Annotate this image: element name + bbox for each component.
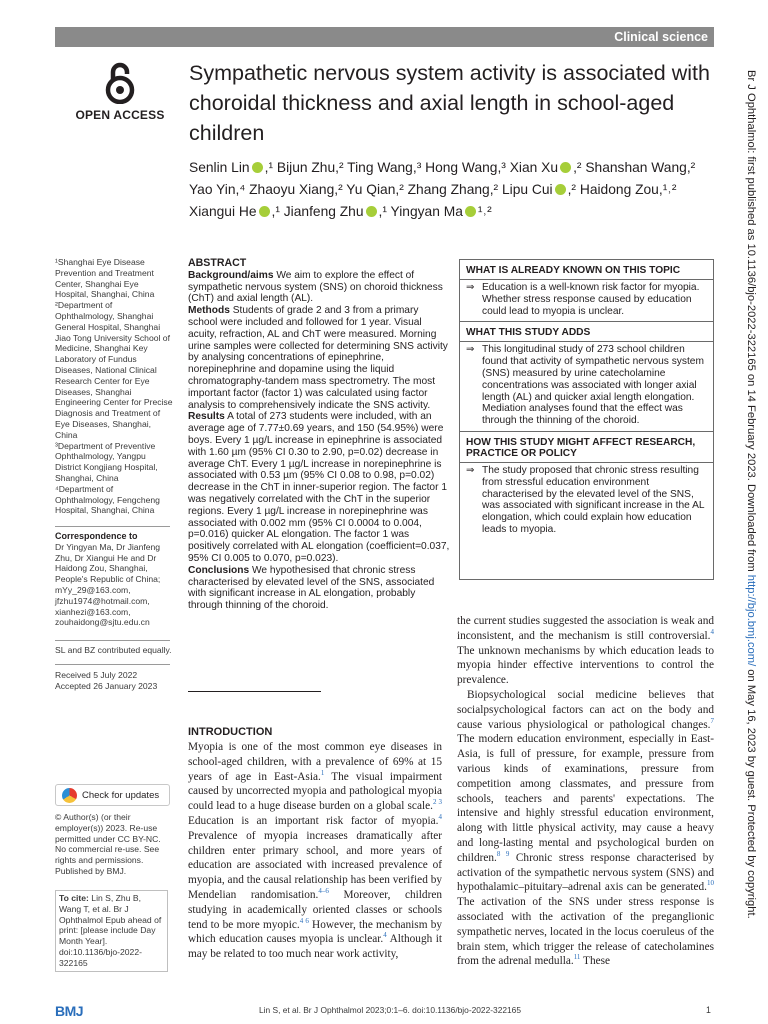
box-item-affect: [460, 463, 713, 540]
citation-ref[interactable]: 1: [320, 768, 325, 777]
author-text: ,² Haidong Zou,¹˒²: [567, 182, 677, 197]
body-text: The activation of the SNS under stress response is associated with the activation of the preganglionic sympathetic nerves, located in the locus coeruleus of the brain stem, which trigger the release of catecholamines from the adrenal medulla.: [457, 896, 714, 968]
body-text: Education is an important risk factor of myopia.: [188, 814, 439, 827]
citation-ref[interactable]: 7: [710, 716, 714, 725]
author-text: Yao Yin,⁴ Zhaoyu Xiang,² Yu Qian,² Zhang Zhang,² Lipu Cui: [189, 182, 553, 197]
divider: [55, 526, 170, 527]
citation-ref[interactable]: 11: [573, 953, 581, 962]
citation-ref[interactable]: 4–6: [318, 887, 329, 896]
download-notice-text: on May 16, 2023 by guest. Protected by copyright.: [745, 666, 757, 919]
body-text: Biopsychological social medicine believes that socialpsychological factors can act on the body and cause various physiological or pathological changes.: [457, 688, 714, 731]
open-access-label: OPEN ACCESS: [75, 108, 165, 122]
citation-ref[interactable]: 2 3: [432, 798, 443, 807]
box-heading-adds: WHAT THIS STUDY ADDS: [460, 322, 713, 341]
abstract-background-text: We aim to explore the effect of sympathetic nervous system (SNS) on choroid thickness (ChT) and axial length (AL).: [188, 269, 443, 305]
arrow-icon: ⇒: [466, 282, 475, 293]
orcid-icon[interactable]: [555, 184, 566, 195]
copyright-notice: © Author(s) (or their employer(s)) 2023. Re-use permitted under CC BY-NC. No commercial re-use. See rights and permissions. Published by BMJ.: [55, 812, 161, 876]
citation-ref[interactable]: 4: [383, 931, 387, 940]
body-text: However, the mechanism by which education causes myopia is unclear.: [188, 918, 443, 946]
abstract-background-label: Background/aims: [188, 269, 274, 281]
box-heading-affect: HOW THIS STUDY MIGHT AFFECT RESEARCH, PRACTICE OR POLICY: [460, 432, 713, 462]
citation-ref[interactable]: 10: [707, 879, 714, 888]
box-item-text: Education is a well-known risk factor for myopia. Whether stress response caused by education could lead to myopia is unclear.: [482, 282, 700, 317]
correspondence-heading: Correspondence to: [55, 531, 138, 541]
box-item-adds: [460, 342, 713, 431]
author-text: Senlin Lin: [189, 160, 250, 175]
arrow-icon: ⇒: [466, 344, 475, 356]
download-notice-text: Br J Ophthalmol: first published as 10.1136/bjo-2022-322165 on 14 February 2023. Downloaded from: [745, 70, 757, 575]
open-access-lock-icon: [105, 60, 135, 104]
body-text: Prevalence of myopia increases dramatically after children enter primary school, and more years of education are associated with increased prevalence of myopia, and the causal relationship has been verified by Mendelian randomisation.: [188, 829, 442, 901]
body-text: These: [580, 955, 611, 968]
author-text: ,¹ Jianfeng Zhu: [271, 204, 364, 219]
body-column-right: [457, 614, 714, 969]
author-text: ,¹ Yingyan Ma: [378, 204, 463, 219]
to-cite-text: Lin S, Zhu B, Wang T, et al. Br J Ophthalmol Epub ahead of print: [please include Day Month Year]. doi:10.1136/bjo-2022-322165: [59, 893, 162, 968]
check-updates-icon: [62, 788, 77, 803]
citation-ref[interactable]: 4 6: [299, 916, 309, 925]
citation-ref[interactable]: 4: [710, 628, 714, 637]
page-number: 1: [706, 1005, 711, 1015]
abstract-results-text: A total of 273 students were included, with an average age of 7.77±0.69 years, and 150 (54.95%) were boys. Every 1 µg/L increase in epinephrine is associated with 1.60 µm (95% CI 0.30 to 2.90, p=0.02) decrease in average ChT. Every 1 µg/L increase in norepinephrine is associated with 0.53 µm (95% CI 0.08 to 0.98, p=0.02) decrease in the ChT in inner-superior region. The factor 1 was negatively correlated with the ChT in the superior regions. Every 1 µg/L increase in norepinephrine was associated with 0.002 mm (95% CI 0.0004 to 0.004, p=0.016) quicker AL elongation. The factor 1 was positively correlated with AL elongation (coefficient=0.037, 95% CI 0.005 to 0.070, p=0.023).: [188, 411, 450, 564]
box-item-known: [460, 280, 713, 321]
body-text: The unknown mechanisms by which education leads to myopia hinder effective interventions to control the prevalence.: [457, 644, 714, 687]
author-text: ,² Shanshan Wang,²: [573, 160, 696, 175]
citation-ref[interactable]: 8 9: [496, 849, 510, 858]
received-accepted-dates: Received 5 July 2022 Accepted 26 January 2023: [55, 670, 158, 691]
abstract-conclusions-label: Conclusions: [188, 564, 250, 576]
to-cite-box: [55, 890, 168, 972]
box-item-text: The study proposed that chronic stress resulting from stressful education environment characterised by the elevated level of the SNS, was associated with significant increase in the AL elongation, which could explain how education leads to myopia.: [482, 464, 705, 535]
body-text: Myopia is one of the most common eye diseases in school-aged children, with a prevalence of 69% at 15 years of age in East-Asia.: [188, 741, 442, 783]
check-updates-label: Check for updates: [82, 790, 160, 801]
abstract: [188, 258, 450, 612]
to-cite-label: To cite:: [59, 893, 89, 903]
contribution-note: SL and BZ contributed equally.: [55, 645, 172, 655]
orcid-icon[interactable]: [560, 162, 571, 173]
abstract-results-label: Results: [188, 411, 225, 423]
orcid-icon[interactable]: [252, 162, 263, 173]
abstract-heading: ABSTRACT: [188, 257, 247, 269]
article-title: Sympathetic nervous system activity is associated with choroidal thickness and axial length in school-aged children: [189, 61, 710, 145]
body-column-left: [188, 740, 442, 962]
footer-citation: Lin S, et al. Br J Ophthalmol 2023;0:1–6. doi:10.1136/bjo-2022-322165: [259, 1005, 521, 1015]
bmj-logo: BMJ: [55, 1003, 84, 1019]
body-text: the current studies suggested the association is weak and inconsistent, and the mechanism is still controversial.: [457, 615, 714, 642]
box-heading-known: WHAT IS ALREADY KNOWN ON THIS TOPIC: [460, 260, 713, 279]
orcid-icon[interactable]: [465, 206, 476, 217]
orcid-icon[interactable]: [259, 206, 270, 217]
correspondence: [55, 531, 173, 628]
author-text: ¹˒²: [477, 204, 492, 219]
introduction-heading: INTRODUCTION: [188, 726, 273, 738]
correspondence-text: Dr Yingyan Ma, Dr Jianfeng Zhu, Dr Xiangui He and Dr Haidong Zou, Shanghai, People's Republic of China; mYy_29@163.com, jfzhu1974@hotmail.com, xianhezi@163.com, zouhaidong@sjtu.edu.cn: [55, 541, 161, 628]
body-text: Although it may be related to too much near work activity,: [188, 933, 442, 961]
check-for-updates-button[interactable]: [55, 784, 170, 806]
body-text: Moreover, children studying in academically oriented classes or schools tend to be more myopic.: [188, 888, 443, 931]
section-banner: Clinical science: [55, 27, 714, 47]
author-text: Xiangui He: [189, 204, 257, 219]
citation-ref[interactable]: 4: [438, 813, 442, 822]
body-text: Chronic stress response characterised by activation of the sympathetic nervous system (SNS) and hypothalamic–pituitary–adrenal axis can be generated.: [457, 851, 714, 894]
open-access-logo: [70, 60, 170, 130]
journal-link[interactable]: http://bjo.bmj.com/: [745, 574, 757, 667]
orcid-icon[interactable]: [366, 206, 377, 217]
box-item-text: This longitudinal study of 273 school children found that activity of sympathetic nervous system (SNS) measured by urine catecholamine concentrations was associated with longer axial length (AL) and quicker axial length elongation. Mediation analyses found that the effect was through the thinning of the choroid.: [482, 344, 704, 427]
author-list: [189, 157, 719, 223]
author-text: ,¹ Bijun Zhu,² Ting Wang,³ Hong Wang,³ Xian Xu: [264, 160, 559, 175]
vertical-download-notice: [745, 70, 757, 1010]
divider: [55, 664, 170, 665]
key-messages-box: [459, 259, 714, 580]
arrow-icon: ⇒: [466, 464, 475, 476]
abstract-conclusions-text: We hypothesised that chronic stress characterised by elevated level of the SNS, associated with significant increase in AL elongation, probably through thinning of the choroid.: [188, 564, 435, 612]
affiliations: ¹Shanghai Eye Disease Prevention and Treatment Center, Shanghai Eye Hospital, Shanghai, China ²Department of Ophthalmology, Shanghai General Hospital, Shanghai Jiao Tong University School of Medicine, Shanghai Key Laboratory of Fundus Diseases, National Clinical Research Center for Eye Diseases, Shanghai Engineering Center for Precise Diagnosis and Treatment of Eye Diseases, Shanghai, China ³Department of Preventive Ophthalmology, Yangpu District Kongjiang Hospital, Shanghai, China ⁴Department of Ophthalmology, Fengcheng Hospital, Shanghai, China: [55, 257, 173, 516]
body-text: The visual impairment caused by uncorrected myopia and pathological myopia could lead to a huge disease burden on a global scale.: [188, 770, 442, 813]
abstract-methods-label: Methods: [188, 305, 230, 317]
body-text: The modern education environment, especially in East-Asia, is full of pressure, for example, pressure from various kinds of examinations, pressure from competition among classmates, and pressure from schools, teachers and parents' expectations. The intensive and highly stressful education environment, along with little physical activity, may cause a heavy and long-lasting mental and psychological burden on children.: [457, 733, 714, 864]
divider: [55, 640, 170, 641]
abstract-end-rule: [188, 691, 321, 692]
abstract-methods-text: Students of grade 2 and 3 from a primary school were included and followed for 1 year. Visual acuity, refraction, AL and ChT were measured. Morning urine samples were collected for determining SNS activity by analysing concentrations of epinephrine, norepinephrine and dopamine using the liquid chromatography-tandem mass spectrometry. The most important factor (factor 1) was calculated using factor analysis to comprehensively indicate the SNS activity.: [188, 305, 448, 411]
